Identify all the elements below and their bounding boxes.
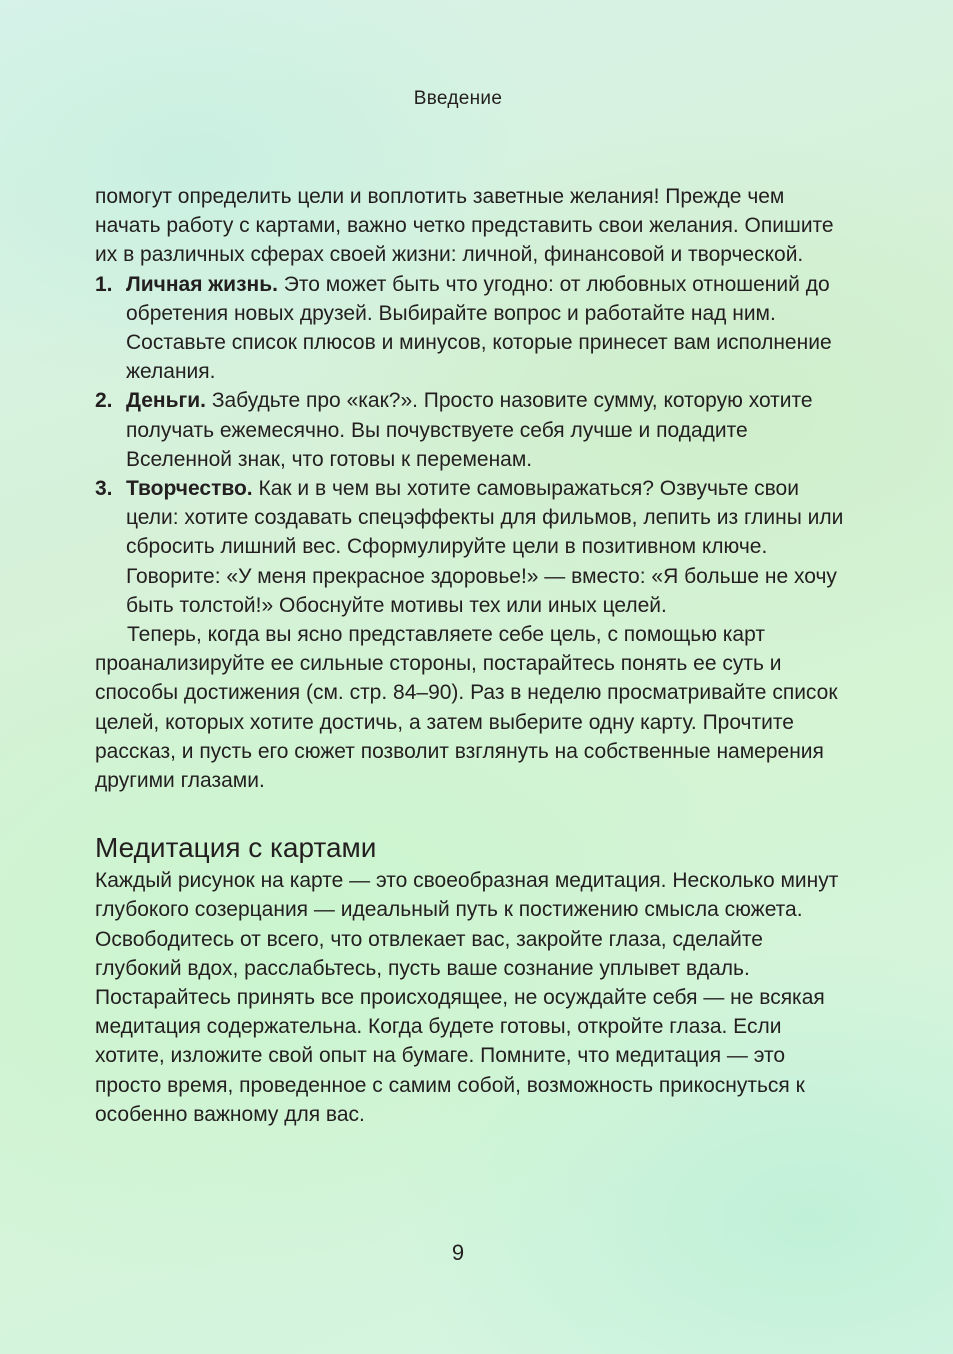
page-body — [95, 182, 855, 1129]
page-number: 9 — [451, 1240, 465, 1265]
list-item-text: Как и в чем вы хотите самовыражаться? Озвучьте свои цели: хотите создавать спецэффекты для фильмов, лепить из глины или сбросить лишний вес. Сформулируйте цели в позитивном ключе. Говорите: «У меня прекрасное здоровье!» — вместо: «Я больше не хочу быть толстой!» Обоснуйте мотивы тех или иных целей. — [126, 477, 844, 617]
meditation-paragraph: Каждый рисунок на карте — это своеобразная медитация. Несколько минут глубокого созерцания — идеальный путь к постижению смысла сюжета. Освободитесь от всего, что отвлекает вас, закройте глаза, сделайте глубокий вдох, расслабьтесь, пусть ваше сознание уплывет вдаль. Постарайтесь принять все происходящее, не осуждайте себя — не всякая медитация содержательна. Когда будете готовы, откройте глаза. Если хотите, изложите свой опыт на бумаге. Помните, что медитация — это просто время, проведенное с самим собой, возможность прикоснуться к особенно важному для вас. — [95, 869, 839, 1126]
list-item — [95, 386, 855, 474]
intro-paragraph: помогут определить цели и воплотить заветные желания! Прежде чем начать работу с картами, важно четко представить свои желания. Опишите их в различных сферах своей жизни: личной, финансовой и творческой. — [95, 185, 834, 267]
list-item-lead: Личная жизнь. — [126, 272, 278, 296]
list-item-text: Забудьте про «как?». Просто назовите сумму, которую хотите получать ежемесячно. Вы почувствуете себя лучше и подадите Вселенной знак, что готовы к переменам. — [126, 389, 813, 471]
wishes-list — [95, 270, 855, 620]
analysis-paragraph: Теперь, когда вы ясно представляете себе цель, с помощью карт проанализируйте ее сильные стороны, постарайтесь понять ее суть и способы достижения (см. стр. 84–90). Раз в неделю просматривайте список целей, которых хотите достичь, а затем выберите одну карту. Прочтите рассказ, и пусть его сюжет позволит взглянуть на собственные намерения другими глазами. — [95, 623, 838, 793]
list-item-lead: Творчество. — [126, 477, 253, 501]
section-title: Медитация с картами — [95, 832, 377, 864]
list-item-lead: Деньги. — [126, 389, 206, 413]
list-number: 1. — [95, 272, 113, 296]
list-number: 3. — [95, 477, 113, 501]
list-item — [95, 474, 855, 620]
list-number: 2. — [95, 389, 113, 413]
list-item-text: Это может быть что угодно: от любовных отношений до обретения новых друзей. Выбирайте вопрос и работайте над ним. Составьте список плюсов и минусов, которые принесет вам исполнение желания. — [126, 272, 832, 384]
list-item — [95, 270, 855, 387]
running-head: Введение — [413, 88, 503, 109]
